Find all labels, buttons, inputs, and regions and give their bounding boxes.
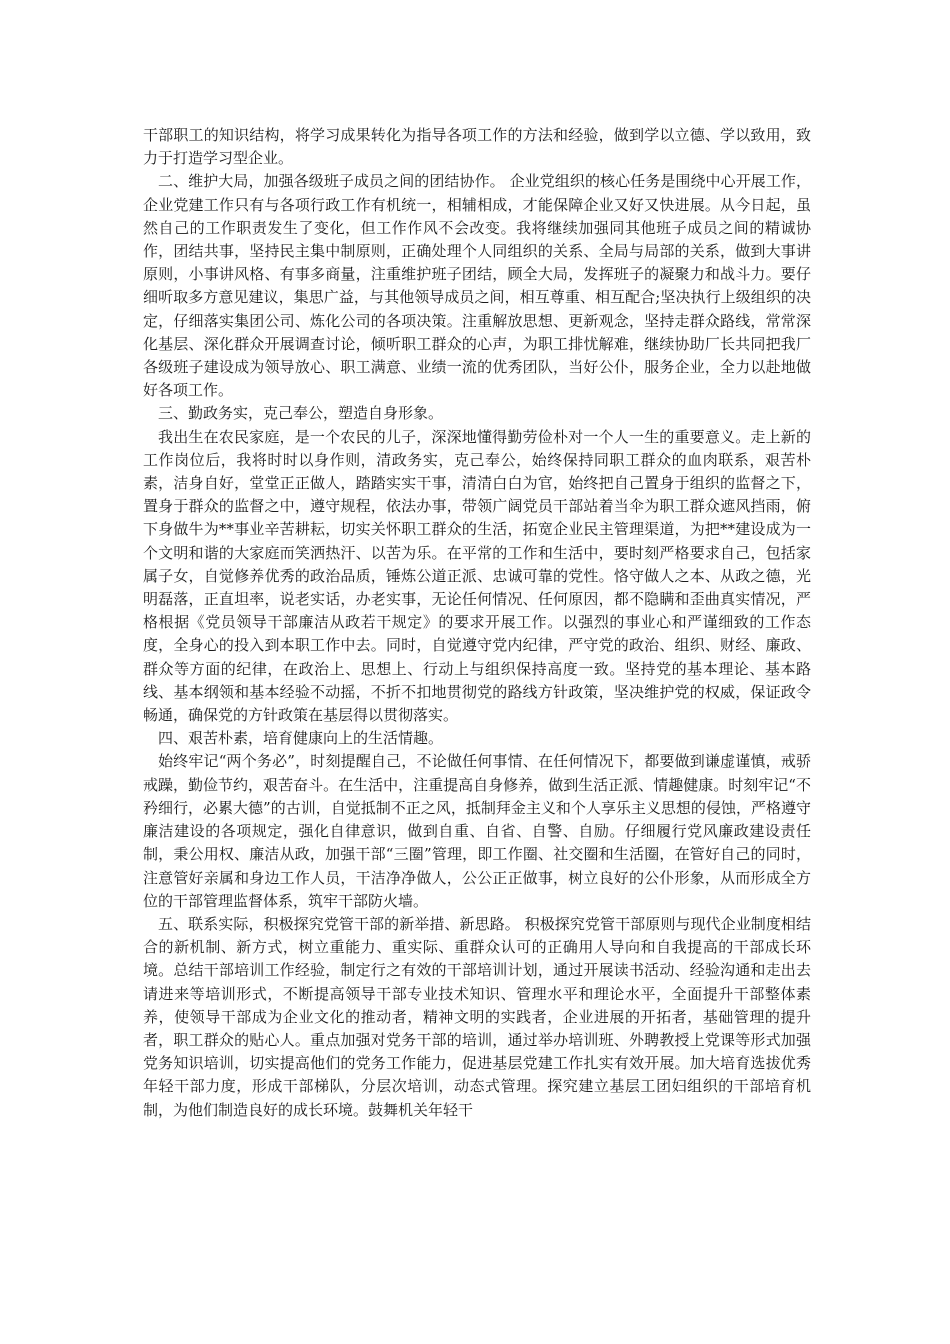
paragraph-7: 五、联系实际，积极探究党管干部的新举措、新思路。 积极探究党管干部原则与现代企业制度相结合的新机制、新方式，树立重能力、重实际、重群众认可的正确用人导向和自我提高的干部成长环境。总结干部培训工作经验，制定行之有效的干部培训计划，通过开展读书活动、经验沟通和走出去请进来等培训形式，不断提高领导干部专业技术知识、管理水平和理论水平，全面提升干部整体素养，使领导干部成为企业文化的推动者，精神文明的实践者，企业进展的开拓者，基础管理的提升者，职工群众的贴心人。重点加强对党务干部的培训，通过举办培训班、外聘教授上党课等形式加强党务知识培训，切实提高他们的党务工作能力，促进基层党建工作扎实有效开展。加大培育选拔优秀年轻干部力度，形成干部梯队，分层次培训，动态式管理。探究建立基层工团妇组织的干部培育机制，为他们制造良好的成长环境。鼓舞机关年轻干 [143, 914, 811, 1119]
heading-3: 三、勤政务实，克己奉公，塑造自身形象。 [158, 404, 444, 423]
paragraph-4: 我出生在农民家庭，是一个农民的儿子，深深地懂得勤劳俭朴对一个人一生的重要意义。走上新的工作岗位后，我将时时以身作则，清政务实，克己奉公，始终保持同职工群众的血肉联系，艰苦朴素，洁身自好，堂堂正正做人，踏踏实实干事，清清白白为官，始终把自己置身于组织的监督之下，置身于群众的监督之中，遵守规程，依法办事，带领广阔党员干部站着当伞为职工群众遮风挡雨，俯下身做牛为**事业辛苦耕耘，切实关怀职工群众的生活，拓宽企业民主管理渠道，为把**建设成为一个文明和谐的大家庭而笑洒热汗、以苦为乐。在平常的工作和生活中，要时刻严格要求自己，包括家属子女，自觉修养优秀的政治品质，锤炼公道正派、忠诚可靠的党性。恪守做人之本、从政之德，光明磊落，正直坦率，说老实话，办老实事，无论任何情况、任何原因，都不隐瞒和歪曲真实情况，严格根据《党员领导干部廉洁从政若干规定》的要求开展工作。以强烈的事业心和严谨细致的工作态度，全身心的投入到本职工作中去。同时，自觉遵守党内纪律，严守党的政治、组织、财经、廉政、群众等方面的纪律，在政治上、思想上、行动上与组织保持高度一致。坚持党的基本理论、基本路线、基本纲领和基本经验不动摇，不折不扣地贯彻党的路线方针政策，坚决维护党的权威，保证政令畅通，确保党的方针政策在基层得以贯彻落实。 [143, 427, 811, 725]
document-body [143, 124, 811, 1122]
paragraph-1: 干部职工的知识结构，将学习成果转化为指导各项工作的方法和经验，做到学以立德、学以致用，致力于打造学习型企业。 [143, 126, 811, 168]
heading-5: 四、艰苦朴素，培育健康向上的生活情趣。 [158, 729, 444, 748]
paragraph-2: 二、维护大局，加强各级班子成员之间的团结协作。 企业党组织的核心任务是围绕中心开展工作，企业党建工作只有与各项行政工作有机统一，相辅相成，才能保障企业又好又快进展。从今日起，虽然自己的工作职责发生了变化，但工作作风不会改变。我将继续加强同其他班子成员之间的精诚协作，团结共事，坚持民主集中制原则，正确处理个人同组织的关系、全局与局部的关系，做到大事讲原则，小事讲风格、有事多商量，注重维护班子团结，顾全大局，发挥班子的凝聚力和战斗力。要仔细听取多方意见建议，集思广益，与其他领导成员之间，相互尊重、相互配合;坚决执行上级组织的决定，仔细落实集团公司、炼化公司的各项决策。注重解放思想、更新观念，坚持走群众路线，常常深化基层、深化群众开展调查讨论，倾听职工群众的心声，为职工排忧解难，继续协助厂长共同把我厂各级班子建设成为领导放心、职工满意、业绩一流的优秀团队，当好公仆，服务企业，全力以赴地做好各项工作。 [143, 172, 811, 400]
paragraph-6: 始终牢记“两个务必”，时刻提醒自己，不论做任何事情、在任何情况下，都要做到谦虚谨慎，戒骄戒躁，勤俭节约，艰苦奋斗。在生活中，注重提高自身修养，做到生活正派、情趣健康。时刻牢记“不矜细行，必累大德”的古训，自觉抵制不正之风，抵制拜金主义和个人享乐主义思想的侵蚀，严格遵守廉洁建设的各项规定，强化自律意识，做到自重、自省、自警、自励。仔细履行党风廉政建设责任制，秉公用权、廉洁从政，加强干部“三圈”管理，即工作圈、社交圈和生活圈，在管好自己的同时，注意管好亲属和身边工作人员，干洁净净做人，公公正正做事，树立良好的公仆形象，从而形成全方位的干部管理监督体系，筑牢干部防火墙。 [143, 752, 811, 910]
